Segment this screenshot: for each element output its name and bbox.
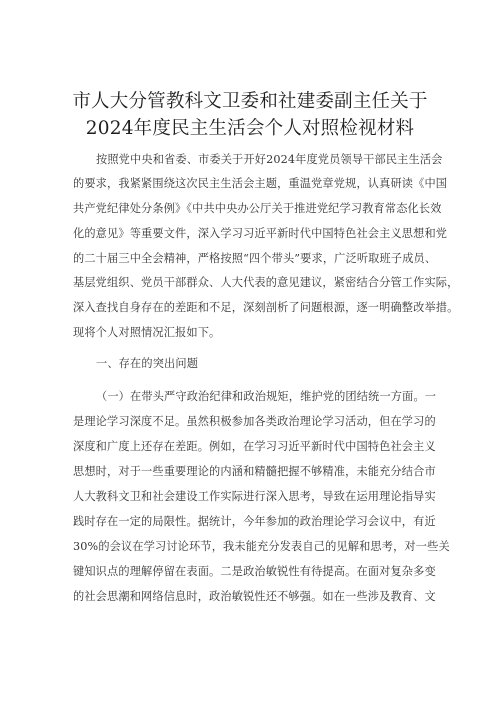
intro-line-7: 深入查找自身存在的差距和不足，深刻剖析了问题根源，逐一明确整改举措。	[73, 301, 459, 314]
intro-line-3: 共产党纪律处分条例》《中共中央办公厅关于推进党纪学习教育常态化长效	[73, 202, 442, 215]
body-line-4: 思想时，对于一些重要理论的内涵和精髓把握不够精准，未能充分结合市	[73, 465, 436, 478]
body-line-8: 键知识点的理解停留在表面。二是政治敏锐性有待提高。在面对复杂多变	[73, 565, 436, 578]
body-line-6: 践时存在一定的局限性。据统计，今年参加的政治理论学习会议中，有近	[73, 515, 436, 528]
body-line-1: （一）在带头严守政治纪律和政治规矩，维护党的团结统一方面。一	[96, 390, 437, 403]
body-line-2: 是理论学习深度不足。虽然积极参加各类政治理论学习活动，但在学习的	[73, 415, 436, 428]
section-heading: 一、存在的突出问题	[96, 357, 199, 370]
document-title-line-2: 2024年度民主生活会个人对照检视材料	[85, 118, 415, 139]
intro-line-1: 按照党中央和省委、市委关于开好2024年度党员领导干部民主生活会	[96, 153, 443, 166]
intro-line-4: 化的意见》等重要文件，深入学习习近平新时代中国特色社会主义思想和党	[73, 227, 448, 240]
body-line-7: 30%的会议在学习讨论环节，我未能充分发表自己的见解和思考，对一些关	[73, 540, 450, 553]
intro-line-5: 的二十届三中全会精神，严格按照“四个带头”要求，广泛听取班子成员、	[73, 252, 437, 265]
intro-line-8: 现将个人对照情况汇报如下。	[73, 326, 221, 339]
body-line-3: 深度和广度上还存在差距。例如，在学习习近平新时代中国特色社会主义	[73, 440, 436, 453]
intro-line-2: 的要求，我紧紧围绕这次民主生活会主题，重温党章党规，认真研读《中国	[73, 177, 448, 190]
body-line-9: 的社会思潮和网络信息时，政治敏锐性还不够强。如在一些涉及教育、文	[73, 590, 436, 603]
intro-line-6: 基层党组织、党员干部群众、人大代表的意见建议，紧密结合分管工作实际，	[73, 276, 459, 289]
document-title-line-1: 市人大分管教科文卫委和社建委副主任关于	[72, 91, 428, 112]
body-line-5: 人大教科文卫和社会建设工作实际进行深入思考，导致在运用理论指导实	[73, 490, 436, 503]
